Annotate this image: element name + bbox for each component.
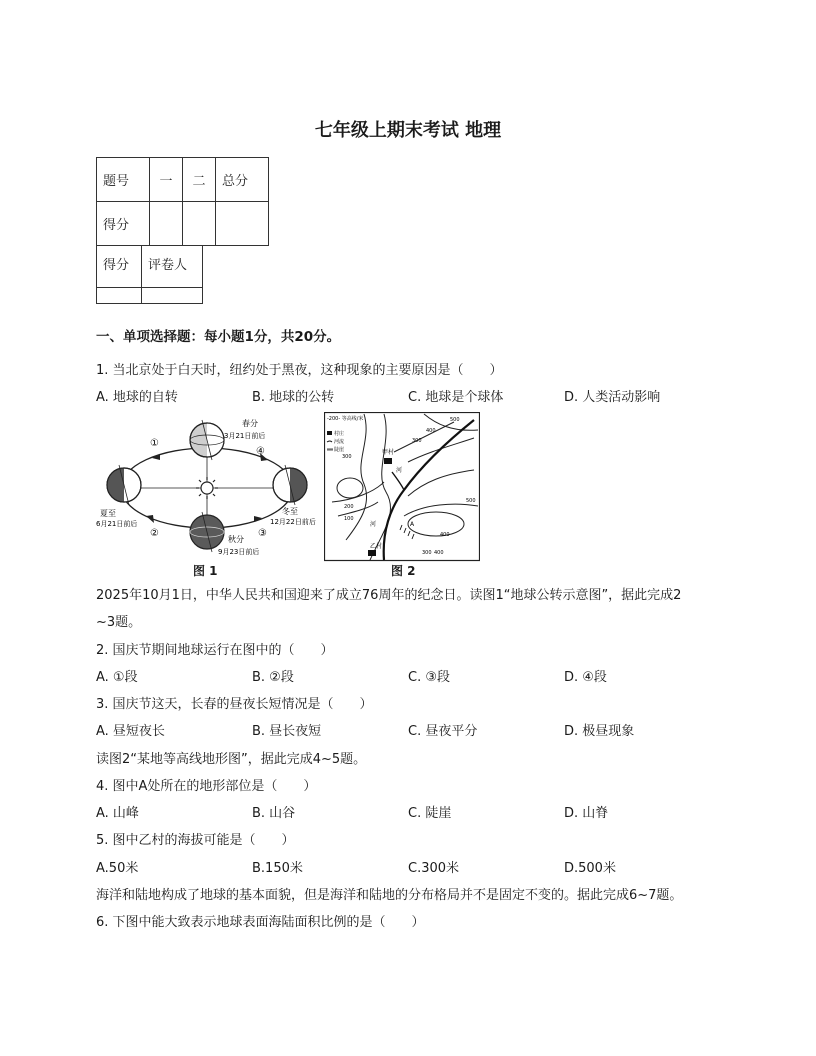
question-1-stem: 1. 当北京处于白天时，纽约处于黑夜，这种现象的主要原因是（ ） <box>96 363 503 378</box>
score-cell[interactable] <box>216 202 269 246</box>
earth-spring-icon <box>190 420 224 460</box>
q5-option-c[interactable]: C.300米 <box>408 861 460 876</box>
contour-label: 300 <box>342 454 352 460</box>
fig1-segment-2: ② <box>150 528 159 539</box>
score-table-header-cell: 二 <box>183 158 216 202</box>
intro-questions-6-7: 海洋和陆地构成了地球的基本面貌，但是海洋和陆地的分布格局并不是固定不变的。据此完成6~7题。 <box>96 888 683 903</box>
fig1-label-summer: 夏至 <box>100 509 116 518</box>
q4-option-d[interactable]: D. 山脊 <box>564 806 609 821</box>
q4-option-a[interactable]: A. 山峰 <box>96 806 139 821</box>
label-village-jia: 甲村 <box>382 449 395 456</box>
contour-label: 400 <box>440 532 450 538</box>
q1-option-d[interactable]: D. 人类活动影响 <box>564 390 661 405</box>
q5-option-d[interactable]: D.500米 <box>564 861 616 876</box>
q3-option-c[interactable]: C. 昼夜平分 <box>408 724 478 739</box>
fig1-segment-3: ③ <box>258 528 267 539</box>
q1-option-c[interactable]: C. 地球是个球体 <box>408 390 504 405</box>
grader-table-label: 评卷人 <box>142 246 203 288</box>
score-table-header-cell: 题号 <box>97 158 150 202</box>
fig1-label-autumn-date: 9月23日前后 <box>218 548 260 556</box>
q3-option-a[interactable]: A. 昼短夜长 <box>96 724 165 739</box>
contour-label: 500 <box>466 498 476 504</box>
figure-2-caption: 图 2 <box>391 564 416 578</box>
q4-option-b[interactable]: B. 山谷 <box>252 806 296 821</box>
intro-questions-2-3-cont: ~3题。 <box>96 615 142 630</box>
fig1-label-summer-date: 6月21日前后 <box>96 520 138 528</box>
fig1-label-spring-date: 3月21日前后 <box>224 432 266 440</box>
label-point-a: A <box>410 521 415 528</box>
score-cell[interactable] <box>150 202 183 246</box>
question-6-stem: 6. 下图中能大致表示地球表面海陆面积比例的是（ ） <box>96 915 425 930</box>
q2-option-d[interactable]: D. ④段 <box>564 670 607 685</box>
q3-option-d[interactable]: D. 极昼现象 <box>564 724 635 739</box>
fig1-label-autumn: 秋分 <box>228 535 244 544</box>
section-heading: 一、单项选择题：每小题1分，共20分。 <box>96 329 341 345</box>
legend-village: 村庄 <box>334 431 345 437</box>
question-4-stem: 4. 图中A处所在的地形部位是（ ） <box>96 779 317 794</box>
legend-river: 河流 <box>334 439 345 445</box>
fig1-segment-1: ① <box>150 438 159 449</box>
contour-label: 300 <box>412 438 422 444</box>
grader-table <box>96 245 203 304</box>
label-river: 河 <box>396 467 403 474</box>
q5-option-b[interactable]: B.150米 <box>252 861 303 876</box>
q3-option-b[interactable]: B. 昼长夜短 <box>252 724 322 739</box>
contour-label: 300 <box>422 550 432 556</box>
label-river-2: 河 <box>370 521 377 528</box>
intro-questions-4-5: 读图2“某地等高线地形图”，据此完成4~5题。 <box>96 752 367 767</box>
fig1-label-winter-date: 12月22日前后 <box>270 518 316 526</box>
question-2-stem: 2. 国庆节期间地球运行在图中的（ ） <box>96 643 334 658</box>
contour-label: 100 <box>344 516 354 522</box>
score-table-header-cell: 总分 <box>216 158 269 202</box>
earth-summer-icon <box>107 465 141 505</box>
intro-questions-2-3: 2025年10月1日，中华人民共和国迎来了成立76周年的纪念日。读图1“地球公转示意图”，据此完成2 <box>96 588 682 603</box>
figure-2-contour-map <box>324 412 480 562</box>
page-title: 七年级上期末考试 地理 <box>314 120 502 141</box>
earth-winter-icon <box>273 465 307 505</box>
q2-option-b[interactable]: B. ②段 <box>252 670 294 685</box>
village-jia-marker <box>384 458 392 464</box>
contour-label: 400 <box>426 428 436 434</box>
score-table-header-cell: 一 <box>150 158 183 202</box>
figure-1-revolution-diagram <box>96 410 318 578</box>
q4-option-c[interactable]: C. 陡崖 <box>408 806 452 821</box>
score-cell[interactable] <box>183 202 216 246</box>
q5-option-a[interactable]: A.50米 <box>96 861 139 876</box>
village-yi-marker <box>368 550 376 556</box>
earth-autumn-icon <box>190 512 224 552</box>
contour-label: 500 <box>450 417 460 423</box>
question-3-stem: 3. 国庆节这天，长春的昼夜长短情况是（ ） <box>96 697 373 712</box>
q1-option-a[interactable]: A. 地球的自转 <box>96 390 178 405</box>
figure-1-caption: 图 1 <box>193 564 218 578</box>
q2-option-a[interactable]: A. ①段 <box>96 670 138 685</box>
score-table-row-label: 得分 <box>97 202 150 246</box>
score-table <box>96 157 269 246</box>
q1-option-b[interactable]: B. 地球的公转 <box>252 390 335 405</box>
grader-score-cell[interactable] <box>97 288 142 304</box>
label-village-yi: 乙村 <box>370 543 383 550</box>
q2-option-c[interactable]: C. ③段 <box>408 670 450 685</box>
question-5-stem: 5. 图中乙村的海拔可能是（ ） <box>96 833 295 848</box>
grader-name-cell[interactable] <box>142 288 203 304</box>
fig1-label-spring: 春分 <box>242 419 258 428</box>
fig1-segment-4: ④ <box>256 446 265 457</box>
legend-cliff: 陡崖 <box>334 447 345 453</box>
fig1-label-winter: 冬至 <box>282 507 298 516</box>
contour-label: 200 <box>344 504 354 510</box>
legend-contour: -200- 等高线/米 <box>327 416 364 422</box>
grader-table-label: 得分 <box>97 246 142 288</box>
contour-label: 400 <box>434 550 444 556</box>
